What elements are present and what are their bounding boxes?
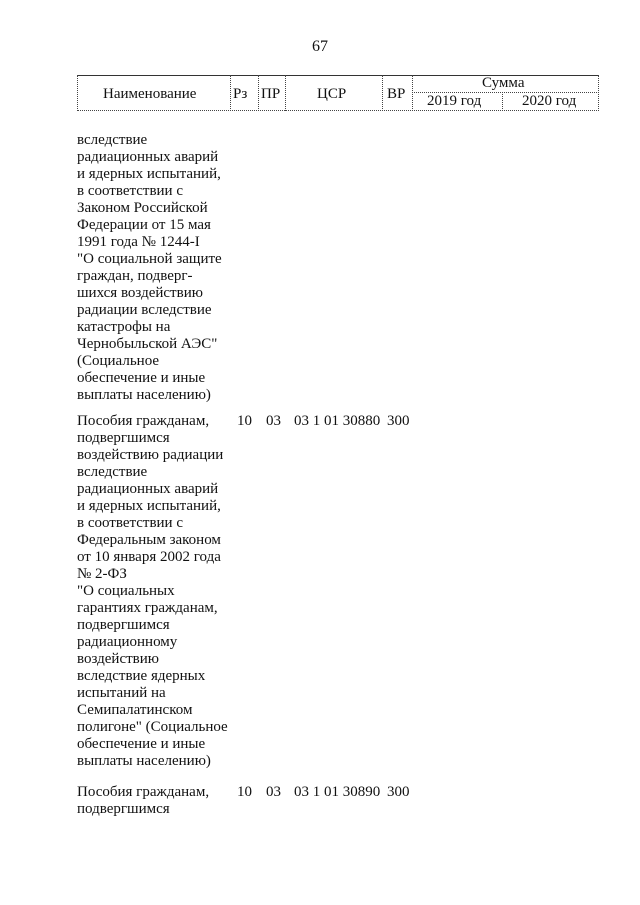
- column-divider: [412, 75, 413, 111]
- row-name-cell: [77, 784, 237, 818]
- name-line: в соответствии с: [77, 183, 183, 199]
- name-line: Законом Российской: [77, 200, 208, 216]
- name-line: гарантиях гражданам,: [77, 600, 218, 616]
- header-year-2020: 2020 год: [522, 93, 577, 109]
- name-line: обеспечение и иные: [77, 370, 206, 386]
- name-line: № 2-ФЗ: [77, 566, 127, 582]
- header-vr: ВР: [387, 86, 406, 102]
- row-pr: 03: [266, 413, 281, 429]
- name-line: Семипалатинском: [77, 702, 193, 718]
- name-line: выплаты населению): [77, 387, 211, 403]
- header-pr: ПР: [261, 86, 281, 102]
- table-header: [77, 75, 599, 111]
- column-divider: [285, 75, 286, 111]
- name-line: вследствие: [77, 132, 148, 148]
- row-rz: 10: [237, 784, 252, 800]
- page-number: 67: [312, 38, 328, 55]
- name-line: Федеральным законом: [77, 532, 221, 548]
- name-line: "О социальной защите: [77, 251, 222, 267]
- name-line: Чернобыльской АЭС": [77, 336, 218, 352]
- name-line: от 10 января 2002 года: [77, 549, 221, 565]
- header-year-2019: 2019 год: [427, 93, 482, 109]
- header-sum: Сумма: [482, 75, 525, 91]
- row-vr: 300: [387, 413, 410, 429]
- name-line: подвергшимся: [77, 801, 170, 817]
- column-divider: [382, 75, 383, 111]
- name-line: радиационных аварий: [77, 149, 219, 165]
- name-line: радиационному: [77, 634, 178, 650]
- name-line: выплаты населению): [77, 753, 211, 769]
- row-vr: 300: [387, 784, 410, 800]
- name-line: воздействию: [77, 651, 159, 667]
- name-line: шихся воздействию: [77, 285, 203, 301]
- name-line: радиации вследствие: [77, 302, 212, 318]
- name-line: Пособия гражданам,: [77, 784, 210, 800]
- name-line: воздействию радиации: [77, 447, 224, 463]
- name-line: и ядерных испытаний,: [77, 166, 221, 182]
- name-line: (Социальное: [77, 353, 160, 369]
- column-divider: [77, 75, 78, 111]
- name-line: испытаний на: [77, 685, 166, 701]
- name-line: подвергшимся: [77, 430, 170, 446]
- name-line: полигоне" (Социальное: [77, 719, 228, 735]
- name-line: вследствие: [77, 464, 148, 480]
- header-csr: ЦСР: [317, 86, 347, 102]
- name-line: 1991 года № 1244-I: [77, 234, 200, 250]
- name-line: катастрофы на: [77, 319, 171, 335]
- row-name-cell: [77, 132, 237, 404]
- name-line: Пособия гражданам,: [77, 413, 210, 429]
- header-rz: Рз: [233, 86, 248, 102]
- name-line: радиационных аварий: [77, 481, 219, 497]
- column-divider: [502, 92, 503, 111]
- column-divider: [230, 75, 231, 111]
- name-line: обеспечение и иные: [77, 736, 206, 752]
- row-csr: 03 1 01 30890: [294, 784, 381, 800]
- row-pr: 03: [266, 784, 281, 800]
- column-divider: [598, 75, 599, 111]
- column-divider: [258, 75, 259, 111]
- name-line: вследствие ядерных: [77, 668, 206, 684]
- row-rz: 10: [237, 413, 252, 429]
- row-csr: 03 1 01 30880: [294, 413, 381, 429]
- name-line: в соответствии с: [77, 515, 183, 531]
- name-line: граждан, подверг-: [77, 268, 193, 284]
- name-line: Федерации от 15 мая: [77, 217, 211, 233]
- header-bottom-border: [77, 110, 599, 111]
- name-line: "О социальных: [77, 583, 175, 599]
- name-line: подвергшимся: [77, 617, 170, 633]
- name-line: и ядерных испытаний,: [77, 498, 221, 514]
- row-name-cell: [77, 413, 237, 770]
- header-name: Наименование: [103, 86, 197, 102]
